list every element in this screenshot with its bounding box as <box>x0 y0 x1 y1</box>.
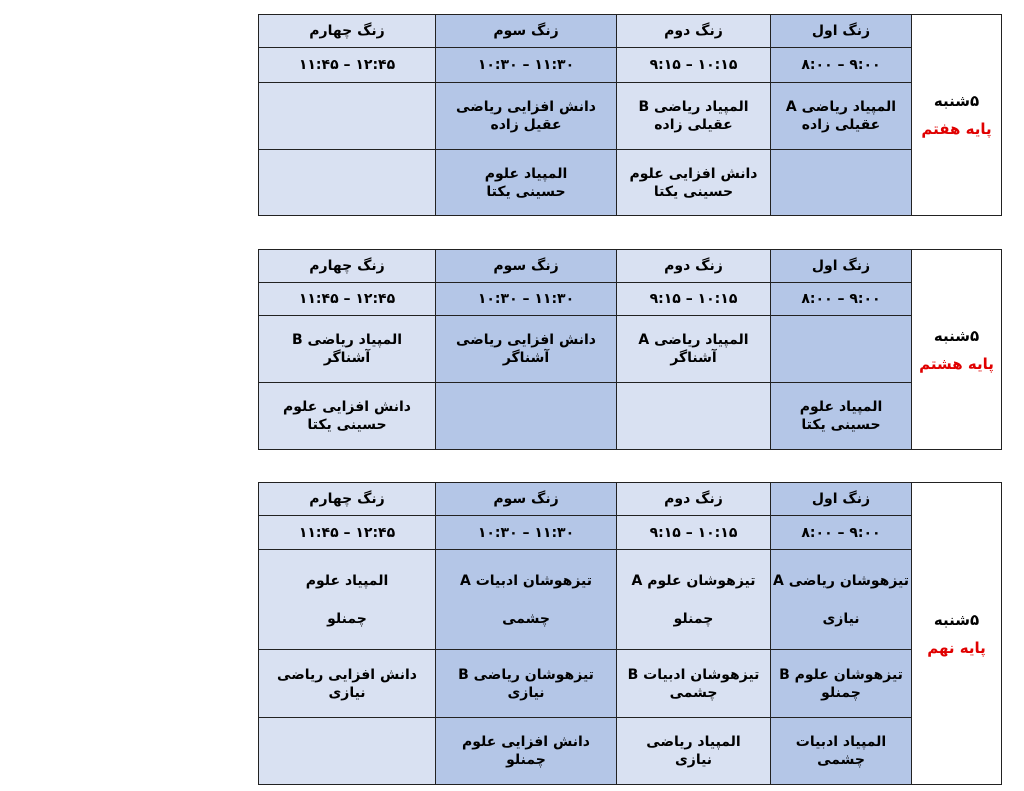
time-period-2: ۹:۱۵ – ۱۰:۱۵ <box>617 48 771 83</box>
class-teacher: چمنلو <box>327 610 367 627</box>
class-cell <box>259 316 436 383</box>
class-teacher: نیازی <box>507 684 545 701</box>
day-cell <box>912 483 1002 785</box>
class-title: المپیاد ریاضی A <box>638 332 749 348</box>
schedule-table-grade7 <box>258 14 1002 216</box>
time-period-3: ۱۰:۳۰ – ۱۱:۳۰ <box>436 516 617 550</box>
class-cell <box>617 83 771 150</box>
class-teacher: حسینی یکتا <box>653 183 734 200</box>
day-label: ۵شنبه <box>933 610 980 629</box>
class-title: تیزهوشان ادبیات B <box>627 666 760 683</box>
class-title: تیزهوشان ادبیات A <box>460 572 593 589</box>
time-period-2: ۹:۱۵ – ۱۰:۱۵ <box>617 283 771 316</box>
class-cell <box>771 83 912 150</box>
header-period-3: زنگ سوم <box>436 483 617 516</box>
class-title: دانش افزایی علوم <box>283 399 411 415</box>
class-teacher: چشمی <box>817 752 865 768</box>
class-cell <box>771 550 912 650</box>
header-period-3: زنگ سوم <box>436 250 617 283</box>
class-cell <box>771 718 912 785</box>
grade-label: پایه هشتم <box>919 354 994 373</box>
class-teacher: چشمی <box>669 684 718 701</box>
time-period-1: ۸:۰۰ – ۹:۰۰ <box>771 516 912 550</box>
class-cell <box>259 718 436 785</box>
class-teacher: عقیلی زاده <box>654 117 733 133</box>
class-teacher: عقیل زاده <box>490 117 562 133</box>
class-teacher: نیازی <box>328 684 366 701</box>
class-teacher: چمنلو <box>673 610 714 627</box>
time-period-1: ۸:۰۰ – ۹:۰۰ <box>771 48 912 83</box>
time-period-2: ۹:۱۵ – ۱۰:۱۵ <box>617 516 771 550</box>
class-title: تیزهوشان ریاضی A <box>773 572 909 589</box>
class-cell <box>617 650 771 718</box>
header-period-1: زنگ اول <box>771 15 912 48</box>
time-period-4: ۱۱:۴۵ – ۱۲:۴۵ <box>259 516 436 550</box>
day-label: ۵شنبه <box>933 92 980 110</box>
class-cell <box>259 150 436 216</box>
time-period-3: ۱۰:۳۰ – ۱۱:۳۰ <box>436 283 617 316</box>
header-period-1: زنگ اول <box>771 483 912 516</box>
class-cell <box>436 83 617 150</box>
class-cell <box>259 650 436 718</box>
class-teacher: آشناگر <box>323 350 371 366</box>
class-teacher: آشناگر <box>502 350 550 366</box>
class-cell <box>259 83 436 150</box>
day-cell <box>912 15 1002 216</box>
grade-label: پایه نهم <box>927 638 986 657</box>
class-cell <box>771 316 912 383</box>
header-period-2: زنگ دوم <box>617 483 771 516</box>
class-title: تیزهوشان ریاضی B <box>458 666 594 683</box>
class-title: دانش افزایی علوم <box>462 734 590 750</box>
class-teacher: چمنلو <box>821 684 861 701</box>
header-period-3: زنگ سوم <box>436 15 617 48</box>
class-cell <box>436 383 617 450</box>
time-period-4: ۱۱:۴۵ – ۱۲:۴۵ <box>259 48 436 83</box>
class-cell <box>617 150 771 216</box>
class-title: المپیاد ریاضی <box>646 734 741 750</box>
header-period-2: زنگ دوم <box>617 250 771 283</box>
header-period-2: زنگ دوم <box>617 15 771 48</box>
day-cell <box>912 250 1002 450</box>
schedule-table-grade8 <box>258 249 1002 450</box>
class-cell <box>436 550 617 650</box>
time-period-3: ۱۰:۳۰ – ۱۱:۳۰ <box>436 48 617 83</box>
time-period-4: ۱۱:۴۵ – ۱۲:۴۵ <box>259 283 436 316</box>
day-label: ۵شنبه <box>933 326 980 345</box>
schedule-table-grade9 <box>258 482 1002 785</box>
class-cell <box>259 550 436 650</box>
class-cell <box>617 550 771 650</box>
class-cell <box>436 650 617 718</box>
class-teacher: عقیلی زاده <box>801 117 881 133</box>
grade-label: پایه هفتم <box>921 120 992 138</box>
class-cell <box>436 150 617 216</box>
header-period-1: زنگ اول <box>771 250 912 283</box>
class-cell <box>259 383 436 450</box>
class-title: المپیاد علوم <box>484 165 568 182</box>
class-title: المپیاد علوم <box>799 399 883 415</box>
class-cell <box>771 150 912 216</box>
class-title: المپیاد ریاضی B <box>638 99 749 115</box>
header-period-4: زنگ چهارم <box>259 483 436 516</box>
class-cell <box>771 383 912 450</box>
class-title: المپیاد ریاضی B <box>292 332 402 348</box>
class-title: المپیاد ریاضی A <box>785 99 897 115</box>
class-title: المپیاد ادبیات <box>795 734 887 750</box>
class-title: تیزهوشان علوم A <box>631 572 756 589</box>
class-teacher: چشمی <box>502 610 550 627</box>
class-cell <box>771 650 912 718</box>
class-title: تیزهوشان علوم B <box>779 666 903 683</box>
class-cell <box>436 316 617 383</box>
class-title: دانش افزایی علوم <box>629 165 758 182</box>
class-teacher: حسینی یکتا <box>486 183 566 200</box>
class-cell <box>617 383 771 450</box>
class-teacher: حسینی یکتا <box>307 417 387 433</box>
class-teacher: نیازی <box>822 610 860 627</box>
class-teacher: چمنلو <box>506 752 546 768</box>
class-teacher: حسینی یکتا <box>801 417 881 433</box>
class-title: دانش افزایی ریاضی <box>456 99 596 115</box>
class-teacher: نیازی <box>674 752 713 768</box>
header-period-4: زنگ چهارم <box>259 250 436 283</box>
class-cell <box>617 718 771 785</box>
class-teacher: آشناگر <box>670 350 717 366</box>
class-title: دانش افزایی ریاضی <box>277 666 417 683</box>
class-cell <box>617 316 771 383</box>
time-period-1: ۸:۰۰ – ۹:۰۰ <box>771 283 912 316</box>
header-period-4: زنگ چهارم <box>259 15 436 48</box>
class-title: المپیاد علوم <box>305 572 389 589</box>
class-cell <box>436 718 617 785</box>
class-title: دانش افزایی ریاضی <box>456 332 596 348</box>
